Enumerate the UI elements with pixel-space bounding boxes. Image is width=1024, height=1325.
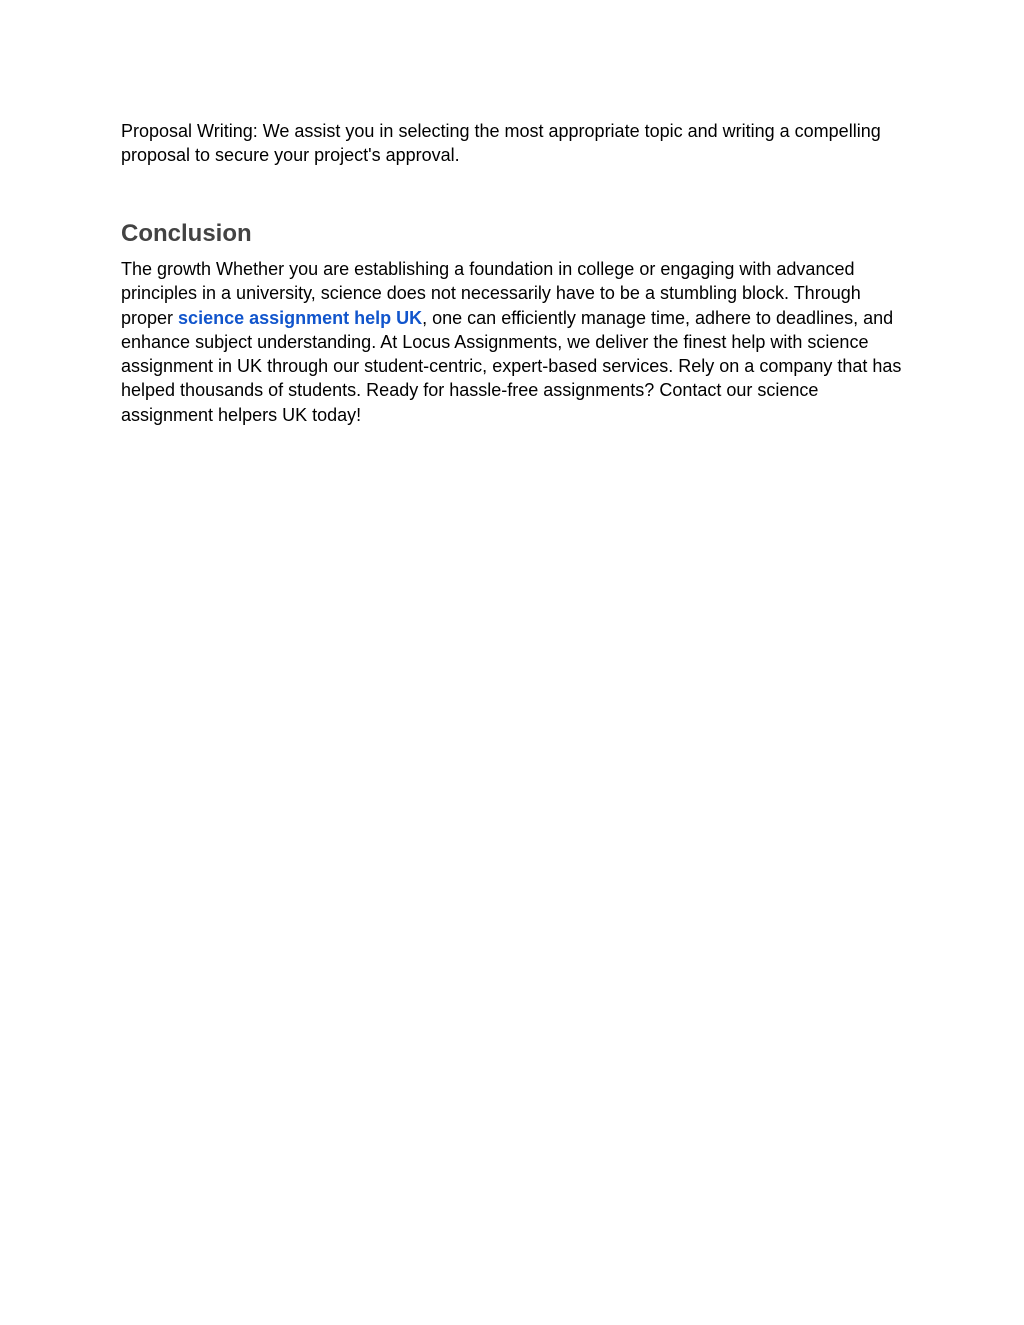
- science-assignment-help-link[interactable]: science assignment help UK: [178, 307, 423, 328]
- document-page: [121, 119, 911, 425]
- proposal-paragraph: Proposal Writing: We assist you in selecting the most appropriate topic and writing a compelling proposal to secure your project's approval.: [121, 121, 881, 166]
- conclusion-heading: Conclusion: [121, 220, 252, 247]
- conclusion-text-before-link: The growth Whether you are establishing a foundation in college or engaging with advanced principles in a university, science does not necessarily have to be a stumbling block. Through proper: [121, 259, 861, 328]
- conclusion-text-after-link: , one can efficiently manage time, adhere to deadlines, and enhance subject understanding. At Locus Assignments, we deliver the finest help with science assignment in UK through our student-centric, expert-based services. Rely on a company that has helped thousands of students. Ready for hassle-free assignments? Contact our science assignment helpers UK today!: [121, 307, 902, 425]
- conclusion-paragraph: [121, 257, 911, 427]
